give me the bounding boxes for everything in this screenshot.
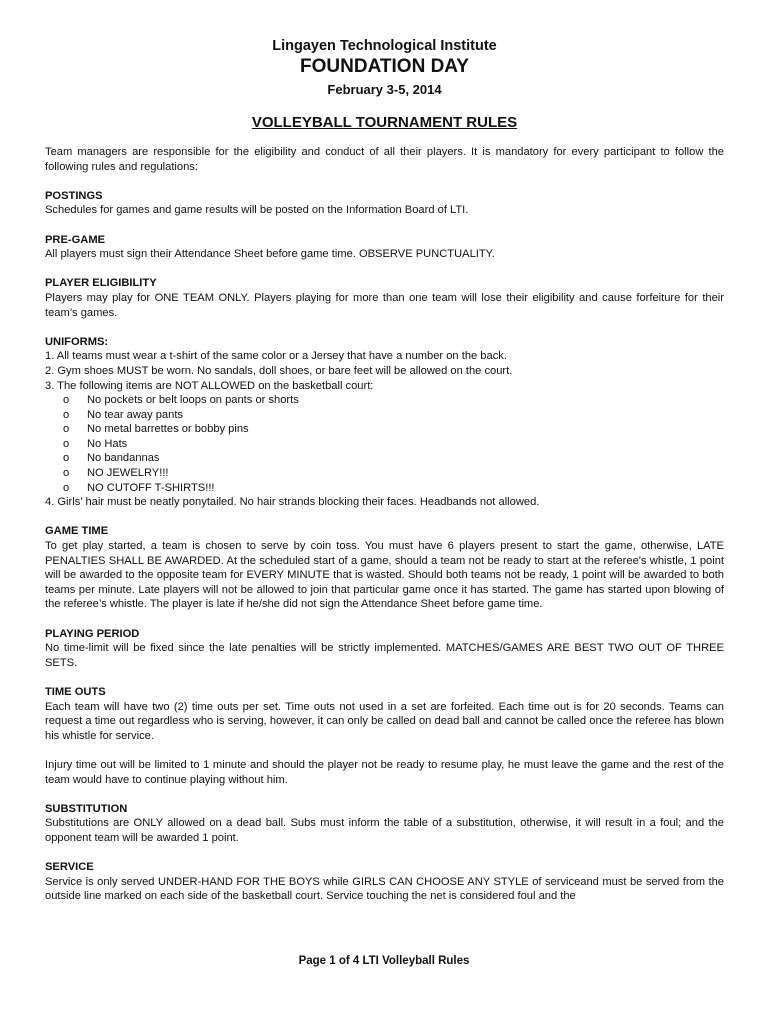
section-player-eligibility bbox=[45, 276, 724, 320]
section-text: Each team will have two (2) time outs per set. Time outs not used in a set are forfeited. Each time out is for 20 seconds. Teams can request a time out regardless who is serving, however, it can only be called on dead ball and cannot be called once the referee has blown his whistle for service. bbox=[45, 700, 724, 742]
bullet-marker: o bbox=[63, 408, 70, 421]
section-service bbox=[45, 860, 724, 904]
intro-paragraph: Team managers are responsible for the eligibility and conduct of all their players. It is mandatory for every participant to follow the following rules and regulations: bbox=[45, 146, 724, 173]
section-heading: TIME OUTS bbox=[45, 685, 106, 698]
section-heading: SERVICE bbox=[45, 861, 94, 874]
section-text: All players must sign their Attendance Sheet before game time. OBSERVE PUNCTUALITY. bbox=[45, 248, 495, 261]
list-item-text: No bandannas bbox=[87, 452, 160, 465]
list-item bbox=[45, 408, 724, 423]
section-text: Players may play for ONE TEAM ONLY. Players playing for more than one team will lose their eligibility and cause forfeiture for their team’s games. bbox=[45, 291, 724, 319]
section-text: No time-limit will be fixed since the late penalties will be strictly implemented. MATCHES/GAMES ARE BEST TWO OUT OF THREE SETS. bbox=[45, 642, 724, 669]
institution-name: Lingayen Technological Institute bbox=[272, 38, 497, 54]
list-item-text: NO CUTOFF T-SHIRTS!!! bbox=[87, 481, 215, 494]
section-heading: PLAYING PERIOD bbox=[45, 627, 140, 640]
uniform-rule: 3. The following items are NOT ALLOWED on the basketball court: bbox=[45, 379, 374, 392]
section-text: Schedules for games and game results will be posted on the Information Board of LTI. bbox=[45, 204, 469, 217]
section-postings bbox=[45, 189, 724, 218]
bullet-marker: o bbox=[63, 467, 70, 480]
rules-content bbox=[45, 145, 724, 904]
section-heading: POSTINGS bbox=[45, 189, 103, 202]
section-game-time bbox=[45, 524, 724, 612]
list-item-text: No metal barrettes or bobby pins bbox=[87, 423, 249, 436]
list-item bbox=[45, 393, 724, 408]
bullet-marker: o bbox=[63, 452, 70, 465]
section-text: Substitutions are ONLY allowed on a dead ball. Subs must inform the table of a substitution, otherwise, it will result in a foul; and the opponent team will be awarded 1 point. bbox=[45, 817, 724, 844]
bullet-marker: o bbox=[63, 394, 70, 407]
section-playing-period bbox=[45, 627, 724, 671]
section-heading: GAME TIME bbox=[45, 525, 109, 538]
bullet-marker: o bbox=[63, 437, 70, 450]
section-text: Service is only served UNDER-HAND FOR THE BOYS while GIRLS CAN CHOOSE ANY STYLE of serviceand must be served from the outside line marked on each side of the basketball court. Service touching the net is considered foul and the bbox=[45, 875, 724, 903]
list-item-text: No Hats bbox=[87, 437, 128, 450]
document-title: VOLLEYBALL TOURNAMENT RULES bbox=[251, 114, 518, 131]
section-time-outs bbox=[45, 685, 724, 787]
bullet-marker: o bbox=[63, 481, 70, 494]
section-text: To get play started, a team is chosen to serve by coin toss. You must have 6 players present to start the game, otherwise, LATE PENALTIES SHALL BE AWARDED. At the scheduled start of a game, should a team not be ready to start at the referee's whistle, 1 point will be awarded to the opposite team for EVERY MINUTE that is wasted. Should both teams not be ready, 1 point will be awarded to both teams per minute. Late players will not be allowed to join that particular game once it has started. The game has started upon blowing of the referee’s whistle. The player is late if he/she did not sign the Attendance Sheet before game time. bbox=[45, 540, 724, 611]
list-item bbox=[45, 451, 724, 466]
list-item-text: No tear away pants bbox=[87, 408, 183, 421]
uniform-rule: 1. All teams must wear a t-shirt of the same color or a Jersey that have a number on the back. bbox=[45, 350, 507, 363]
section-heading: PLAYER ELIGIBILITY bbox=[45, 277, 157, 290]
list-item-text: NO JEWELRY!!! bbox=[87, 467, 169, 480]
bullet-marker: o bbox=[63, 423, 70, 436]
list-item bbox=[45, 437, 724, 452]
section-heading: PRE-GAME bbox=[45, 233, 106, 246]
list-item-text: No pockets or belt loops on pants or shorts bbox=[87, 394, 299, 407]
section-heading: UNIFORMS: bbox=[45, 335, 109, 348]
section-uniforms bbox=[45, 335, 724, 510]
not-allowed-list bbox=[45, 393, 724, 495]
list-item bbox=[45, 422, 724, 437]
list-item bbox=[45, 466, 724, 481]
section-pregame bbox=[45, 233, 724, 262]
event-title: FOUNDATION DAY bbox=[300, 56, 469, 77]
page-footer: Page 1 of 4 LTI Volleyball Rules bbox=[298, 955, 470, 967]
injury-timeout-text: Injury time out will be limited to 1 minute and should the player not be ready to resume play, he must leave the game and the rest of the team would have to continue playing without him. bbox=[45, 758, 724, 786]
uniform-rule: 2. Gym shoes MUST be worn. No sandals, doll shoes, or bare feet will be allowed on the court. bbox=[45, 364, 513, 377]
section-heading: SUBSTITUTION bbox=[45, 802, 128, 815]
uniform-rule: 4. Girls’ hair must be neatly ponytailed. No hair strands blocking their faces. Headbands not allowed. bbox=[45, 496, 540, 509]
event-date: February 3-5, 2014 bbox=[327, 82, 442, 97]
section-substitution bbox=[45, 802, 724, 846]
list-item bbox=[45, 481, 724, 496]
